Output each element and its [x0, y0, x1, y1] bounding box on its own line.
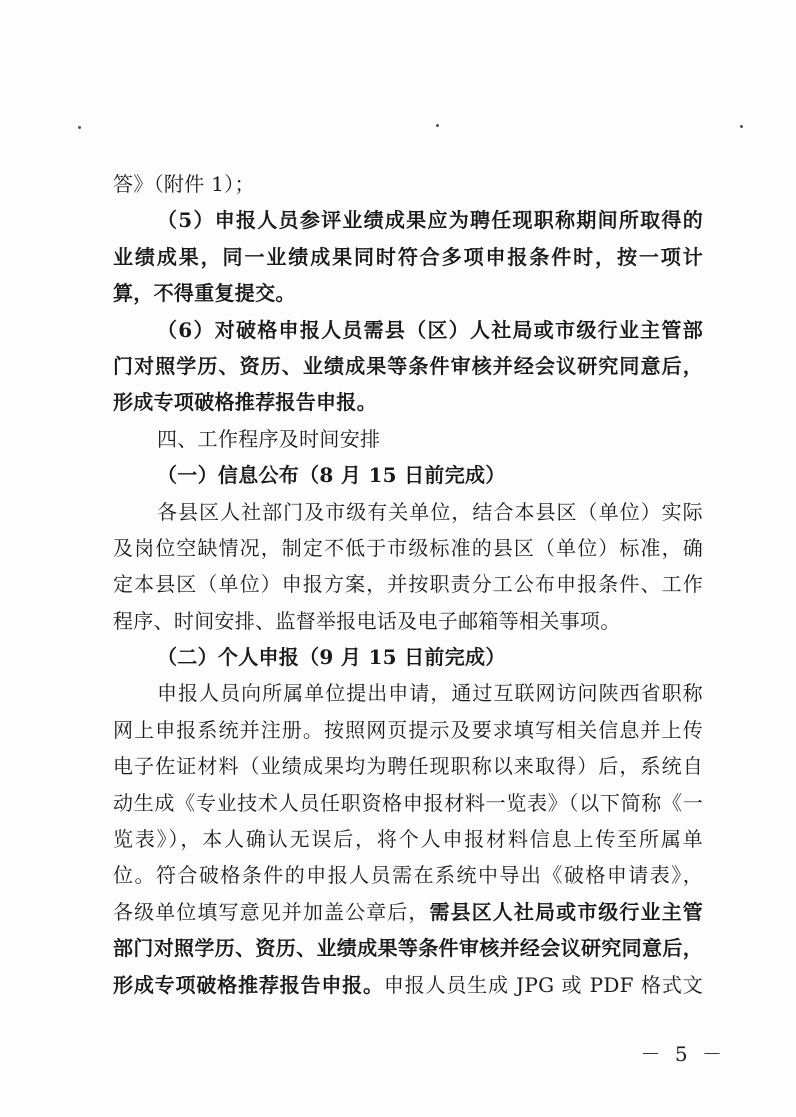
body-text: 各级单位填写意见并加盖公章后，: [113, 899, 430, 924]
scan-speck: [436, 124, 439, 127]
text-line: [113, 639, 703, 675]
text-line: [113, 894, 703, 930]
bold-text: 业绩成果，同一业绩成果同时符合多项申报条件时，按一项计: [113, 244, 703, 269]
text-line: [113, 202, 703, 238]
body-text: 网上申报系统并注册。按照网页提示及要求填写相关信息并上传: [113, 717, 703, 742]
text-line: [113, 675, 703, 711]
bold-text: 需县区人社局或市级行业主管: [429, 899, 703, 924]
text-line: [113, 603, 703, 639]
body-text: 位。符合破格条件的申报人员需在系统中导出《破格申请表》，: [113, 863, 703, 888]
text-line: [113, 275, 703, 311]
text-line: [113, 384, 703, 420]
bold-text: （一）信息公布（8 月 15 日前完成）: [157, 463, 506, 488]
bold-text: 门对照学历、资历、业绩成果等条件审核并经会议研究同意后，: [113, 353, 703, 378]
text-line: [113, 530, 703, 566]
bold-text: 部门对照学历、资历、业绩成果等条件审核并经会议研究同意后，: [113, 936, 703, 961]
body-text: 电子佐证材料（业绩成果均为聘任现职称以来取得）后，系统自: [113, 754, 703, 779]
bold-text: 算，不得重复提交。: [113, 281, 296, 306]
text-line: [113, 748, 703, 784]
body-text: 各县区人社部门及市级有关单位，结合本县区（单位）实际: [157, 499, 703, 524]
body-text: 览表》），本人确认无误后，将个人申报材料信息上传至所属单: [113, 827, 703, 852]
bold-text: （5）申报人员参评业绩成果应为聘任现职称期间所取得的: [157, 208, 703, 233]
text-line: [113, 494, 703, 530]
text-line: [113, 239, 703, 275]
bold-text: （6）对破格申报人员需县（区）人社局或市级行业主管部: [157, 317, 703, 342]
body-text: 及岗位空缺情况，制定不低于市级标准的县区（单位）标准，确: [113, 535, 703, 560]
body-text: 动生成《专业技术人员任职资格申报材料一览表》（以下简称《一: [113, 790, 703, 815]
scan-speck: [740, 125, 743, 128]
text-line: [113, 166, 703, 202]
bold-text: 形成专项破格推荐报告申报。: [113, 972, 384, 997]
text-line: [113, 312, 703, 348]
body-text: 答》（附件 1）；: [113, 172, 255, 196]
text-line: [113, 857, 703, 893]
text-line: [113, 930, 703, 966]
scan-speck: [78, 126, 81, 129]
text-line: [113, 566, 703, 602]
text-line: [113, 785, 703, 821]
text-line: [113, 712, 703, 748]
text-line: [113, 348, 703, 384]
body-text: 申报人员向所属单位提出申请，通过互联网访问陕西省职称: [157, 681, 703, 706]
body-text: 定本县区（单位）申报方案，并按职责分工公布申报条件、工作: [113, 572, 703, 597]
body-text: 申报人员生成 JPG 或 PDF 格式文: [383, 972, 703, 997]
bold-text: 形成专项破格推荐报告申报。: [113, 390, 377, 415]
body-text: 程序、时间安排、监督举报电话及电子邮箱等相关事项。: [113, 608, 621, 633]
text-line: [113, 421, 703, 457]
text-line: [113, 821, 703, 857]
page-number: － 5 －: [640, 1042, 726, 1066]
text-line: [113, 457, 703, 493]
text-line: [113, 967, 703, 1003]
bold-text: （二）个人申报（9 月 15 日前完成）: [157, 645, 506, 670]
body-text: 四、工作程序及时间安排: [157, 426, 381, 451]
document-body: [113, 166, 703, 1003]
